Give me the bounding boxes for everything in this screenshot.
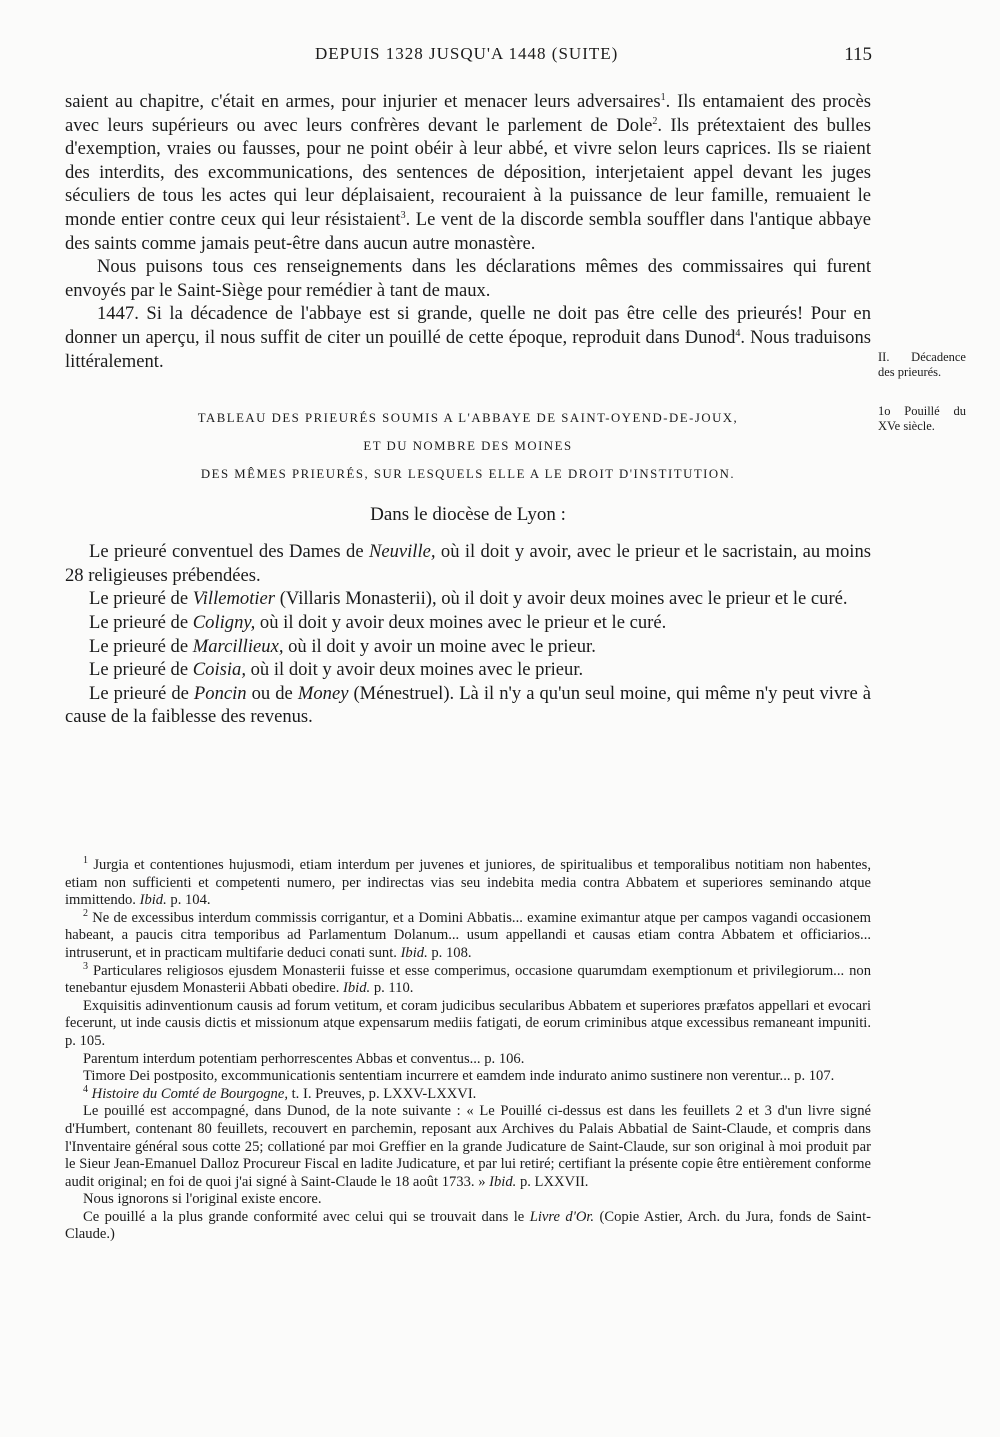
running-head: DEPUIS 1328 JUSQU'A 1448 (SUITE) bbox=[315, 44, 619, 63]
footnote-3-cont-1: Exquisitis adinventionum causis ad forum vetitum, et coram judicibus secularibus Abbatem et superiores præfatos appellari et evocari fecerunt, ut inde causis dictis et missionum atque expensarum mediis fatigati, de eorum criminibus atque excessibus remaneant impuniti. p. 105. bbox=[65, 997, 871, 1049]
list-item: Le prieuré de Poncin ou de Money (Ménestruel). Là il n'y a qu'un seul moine, qui même n'y peut vivre à cause de la faiblesse des revenus. bbox=[65, 682, 871, 728]
paragraph-1: saient au chapitre, c'était en armes, pour injurier et menacer leurs adversaires$^1$. Ils entamaient des procès avec leurs supérieurs ou avec leurs confrères devant le parlement de Dole$^2$. Ils prétextaient des bulles d'exemption, vraies ou fausses, pour ne point obéir à leur abbé, et vivre selon leurs caprices. Ils se riaient des interdits, des excommunications, des sentences de déposition, interjetaient appel devant les juges séculiers de tous les actes qui leur déplaisaient, recouraient à la puissance de leur famille, remuaient le monde entier contre ceux qui leur résistaient$^3$. Le vent de la discorde sembla souffler dans l'antique abbaye des saints comme jamais peut-être dans aucun autre monastère. bbox=[65, 91, 872, 254]
footnote-3-cont-2: Parentum interdum potentiam perhorrescentes Abbas et conventus... p. 106. bbox=[83, 1050, 525, 1067]
footnote-3: $^3$ Particulares religiosos ejusdem Monasterii fuisse et esse comperimus, occasione quarumdam exemptionum et privilegiorum... non tenebantur ejusdem Monasterii Abbati obedire. Ibid. p. 110. bbox=[65, 960, 871, 997]
main-text bbox=[65, 90, 871, 729]
page-number: 115 bbox=[844, 44, 872, 65]
table-title-line-2: ET DU NOMBRE DES MOINES bbox=[363, 439, 573, 454]
paragraph-3: 1447. Si la décadence de l'abbaye est si grande, quelle ne doit pas être celle des prieurés! Pour en donner un aperçu, il nous suffit de citer un pouillé de cette époque, reproduit dans Dunod$^4$. Nous traduisons littéralement. bbox=[65, 303, 871, 372]
paragraph-2: Nous puisons tous ces renseignements dans les déclarations mêmes des commissaires qui furent envoyés par le Saint-Siège pour remédier à tant de maux. bbox=[65, 256, 871, 301]
footnote-ref-1: 1 bbox=[660, 91, 666, 103]
footnote-ref-2: 2 bbox=[652, 115, 658, 127]
footnote-4-cont-1: Le pouillé est accompagné, dans Dunod, de la note suivante : « Le Pouillé ci-dessus est dans les feuillets 2 et 3 d'un livre signé d'Humbert, contenant 80 feuillets, recouvert en parchemin, reposant aux Archives du Palais Abbatial de Saint-Claude, et compris dans l'Inventaire général sous cotte 25; collationé par moi Greffier en la grande Judicature de Saint-Claude, sur son original à moi produit par le Sieur Jean-Emanuel Dalloz Procureur Fiscal en ladite Judicature, et par lui retiré; certifiant la présente copie être entièrement conforme audit original; en foi de quoi j'ai signé à Saint-Claude le 18 août 1733. » Ibid. p. LXXVII. bbox=[65, 1103, 871, 1190]
list-item: Le prieuré de Villemotier (Villaris Monasterii), où il doit y avoir deux moines avec le prieur et le curé. bbox=[89, 588, 848, 610]
table-title-line-1: TABLEAU DES PRIEURÉS SOUMIS A L'ABBAYE DE SAINT-OYEND-DE-JOUX, bbox=[197, 411, 739, 426]
footnote-2: $^2$ Ne de excessibus interdum commissis corrigantur, et a Domini Abbatis... examine eximantur atque per campos vagandi occasionem habeant, a paucis citra temporibus ad Parlamentum Dolanum... usum appellandi et causas etiam contra Abbatem et officiarios... intruserunt, et in practicam multifarie deduci conati sunt. Ibid. p. 108. bbox=[65, 907, 871, 961]
footnotes bbox=[65, 857, 871, 1244]
list-item: Le prieuré de Coisia, où il doit y avoir deux moines avec le prieur. bbox=[89, 659, 584, 681]
diocese-heading: Dans le diocèse de Lyon : bbox=[370, 504, 566, 526]
footnote-4: $^4$ Histoire du Comté de Bourgogne, t. I. Preuves, p. LXXV-LXXVI. bbox=[83, 1083, 477, 1102]
footnote-3-cont-3: Timore Dei postposito, excommunicationis sententiam incurrere et eamdem inde indurato animo sustinere non verentur... p. 107. bbox=[83, 1068, 835, 1085]
footnote-ref-3: 3 bbox=[400, 209, 406, 221]
footnote-4-cont-3: Ce pouillé a la plus grande conformité avec celui qui se trouvait dans le Livre d'Or. (Copie Astier, Arch. du Jura, fonds de Saint-Claude.) bbox=[65, 1208, 871, 1243]
page-header bbox=[0, 44, 1000, 72]
footnote-ref-4: 4 bbox=[735, 327, 741, 339]
margin-note-decadence: II. Décadence des prieurés. bbox=[878, 350, 966, 379]
table-title-line-3: DES MÊMES PRIEURÉS, SUR LESQUELS ELLE A LE DROIT D'INSTITUTION. bbox=[200, 467, 736, 482]
footnote-4-cont-2: Nous ignorons si l'original existe encore. bbox=[83, 1191, 322, 1208]
footnote-1: $^1$ Jurgia et contentiones hujusmodi, etiam interdum per juvenes et juniores, de spiritualibus et temporalibus notitiam non habentes, etiam non sufficienti et competenti numero, per indirectas vias seu indebita media contra Abbatem et superiores seminando atque immittendo. Ibid. p. 104. bbox=[65, 855, 871, 909]
priory-list bbox=[65, 540, 871, 729]
list-item: Le prieuré de Marcillieux, où il doit y avoir un moine avec le prieur. bbox=[89, 635, 596, 657]
list-item: Le prieuré de Coligny, où il doit y avoir deux moines avec le prieur et le curé. bbox=[89, 611, 667, 633]
list-item: Le prieuré conventuel des Dames de Neuville, où il doit y avoir, avec le prieur et le sacristain, au moins 28 religieuses prébendées. bbox=[65, 541, 871, 586]
margin-note-pouille: 1o Pouillé du XVe siècle. bbox=[878, 404, 966, 433]
